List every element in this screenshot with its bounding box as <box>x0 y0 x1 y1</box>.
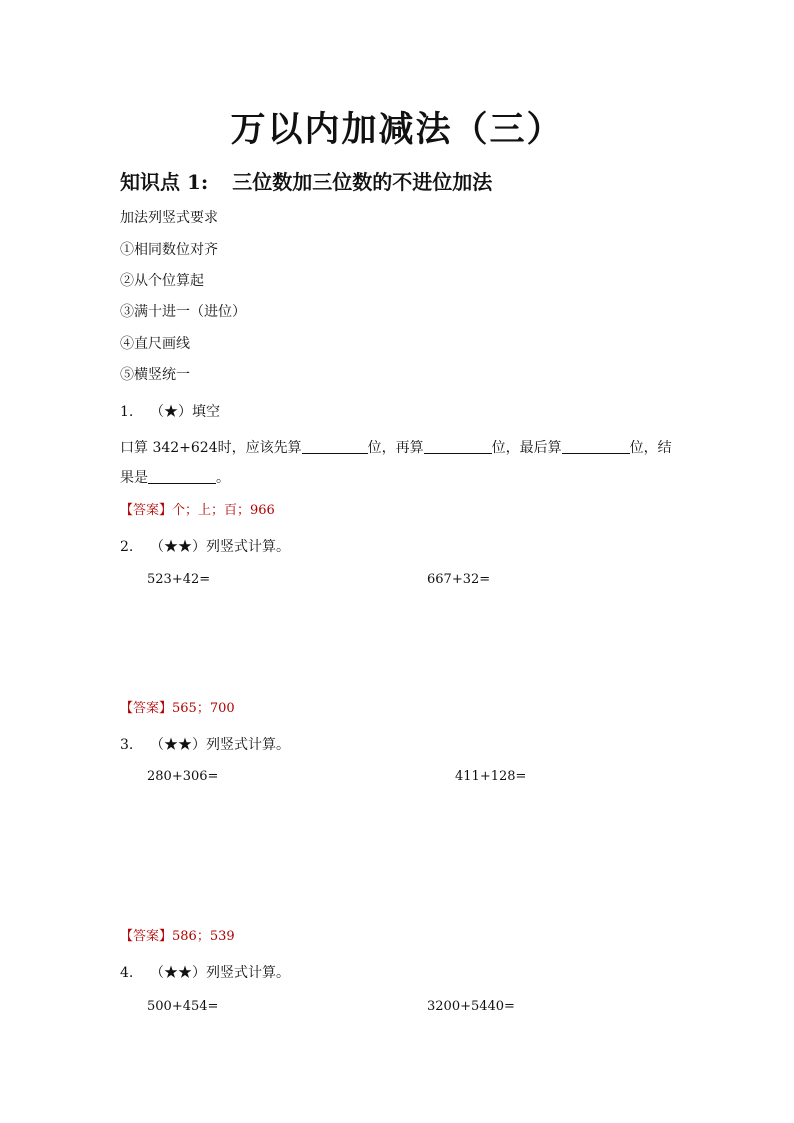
question-stars: （★★） <box>150 737 206 753</box>
answer-label: 【答案】 <box>120 503 173 518</box>
fill-blank[interactable] <box>302 439 368 454</box>
calc-item: 411+128= <box>455 769 527 784</box>
question-prompt: 列竖式计算。 <box>206 539 290 555</box>
question-1-header <box>120 401 220 421</box>
rules-heading: 加法列竖式要求 <box>120 210 218 226</box>
question-number: 4. <box>120 965 134 981</box>
question-prompt: 列竖式计算。 <box>206 737 290 753</box>
answer-line <box>120 499 275 518</box>
calc-item: 3200+5440= <box>427 999 515 1014</box>
calc-item: 280+306= <box>147 769 219 784</box>
calc-item: 523+42= <box>147 572 211 587</box>
fill-blank[interactable] <box>424 439 492 454</box>
fill-text: 位，再算 <box>367 440 424 456</box>
knowledge-point-heading <box>120 166 492 195</box>
rule-item: ④直尺画线 <box>120 336 190 352</box>
question-number: 3. <box>120 737 134 753</box>
question-stars: （★★） <box>150 965 206 981</box>
answer-text: 586；539 <box>172 929 235 944</box>
fill-text: 位，结 <box>629 440 672 456</box>
question-4-header <box>120 962 290 982</box>
answer-line <box>120 697 235 716</box>
fill-text: 位，最后算 <box>491 440 562 456</box>
fill-text: 口算 342+624时，应该先算 <box>120 440 302 456</box>
answer-line <box>120 925 235 944</box>
knowledge-point-text: 三位数加三位数的不进位加法 <box>232 170 493 194</box>
answer-text: 个；上；百；966 <box>172 503 275 518</box>
rule-item: ②从个位算起 <box>120 273 204 289</box>
knowledge-point-label: 知识点 1: <box>120 170 209 194</box>
question-prompt: 填空 <box>192 404 220 420</box>
calc-item: 667+32= <box>427 572 491 587</box>
rule-item: ①相同数位对齐 <box>120 242 218 258</box>
fill-text: 。 <box>216 470 230 486</box>
answer-label: 【答案】 <box>120 929 173 944</box>
question-stars: （★） <box>150 404 192 420</box>
answer-text: 565；700 <box>172 701 235 716</box>
question-number: 2. <box>120 539 134 555</box>
calc-item: 500+454= <box>147 999 219 1014</box>
question-number: 1. <box>120 404 134 420</box>
fill-blank[interactable] <box>148 469 216 484</box>
rule-item: ⑤横竖统一 <box>120 367 190 383</box>
question-3-header <box>120 734 290 754</box>
question-2-header <box>120 536 290 556</box>
question-prompt: 列竖式计算。 <box>206 965 290 981</box>
fill-blank[interactable] <box>562 439 630 454</box>
fill-text: 果是 <box>120 470 148 486</box>
rule-item: ③满十进一（进位） <box>120 304 246 320</box>
page-title: 万以内加减法（三） <box>230 109 564 150</box>
answer-label: 【答案】 <box>120 701 173 716</box>
fill-in-line-1 <box>120 437 672 457</box>
fill-in-line-2 <box>120 467 230 487</box>
question-stars: （★★） <box>150 539 206 555</box>
